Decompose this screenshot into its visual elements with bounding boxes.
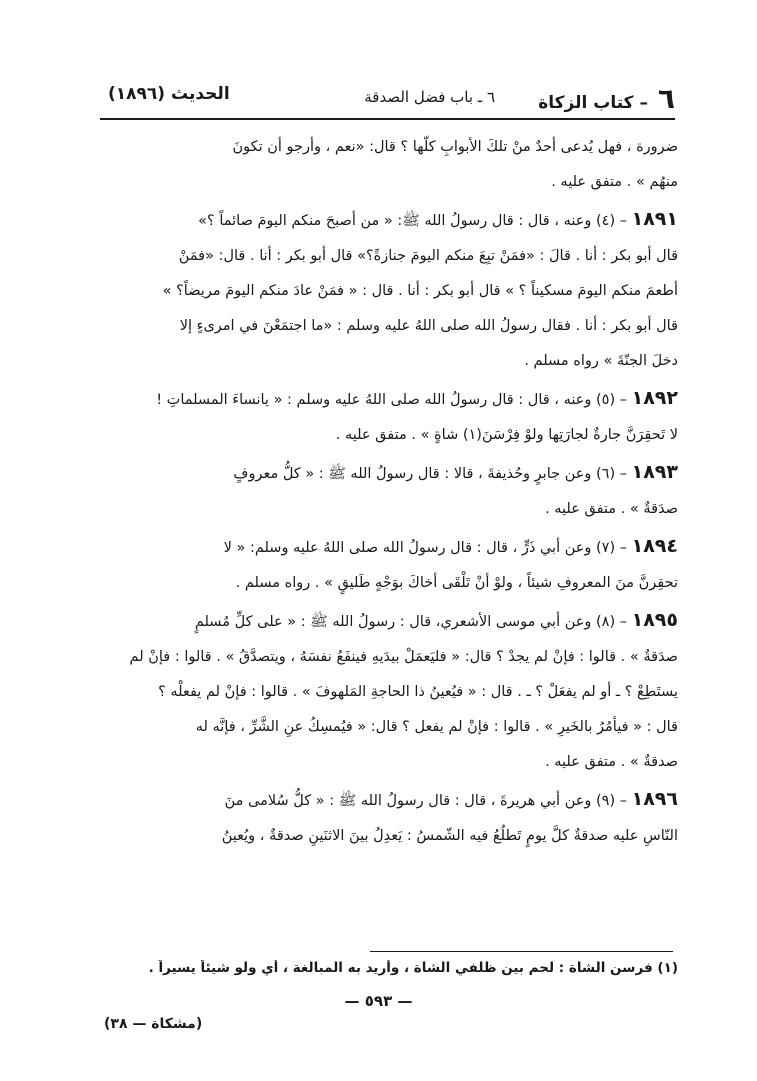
hadith-1892: ١٨٩٢ – (٥) وعنه ، قال : قال رسولُ الله صلى اللهُ عليه وسلم : « يانساءَ المسلماتِ ! — [156, 387, 678, 409]
hadith-number: ١٨٩٥ — [631, 609, 678, 631]
text-line: قال أبو بكر : أنا . قالَ : «فمَنْ تبِعَ منكم اليومَ جنازةً؟» قال أبو بكر : أنا . قال: «فمَنْ — [178, 248, 678, 264]
text-line: صدَقةٌ » . قالوا : فإنْ لم يجدْ ؟ قال: « فليَعمَلْ بيدَيهِ فينفَعُ نفسَهُ ، ويتصدَّقُ » . قالوا : فإنْ لم — [129, 649, 678, 665]
hadith-1896: ١٨٩٦ – (٩) وعن أبي هريرةَ ، قال : قال رسولُ الله ﷺ : « كلُّ سُلامى منَ — [224, 788, 678, 810]
text-line: صدَقةٌ » . متفق عليه . — [545, 501, 678, 517]
hadith-range: الحديث (١٨٩٦) — [108, 84, 230, 104]
text-line: يستَطِعْ ؟ ـ أو لم يفعَلْ ؟ ـ . قال : « فيُعينُ ذا الحاجةِ المَلهوفَ » . قالوا : فإنْ لم يفعلْه ؟ — [158, 684, 678, 700]
text-line: قال أبو بكر : أنا . فقال رسولُ الله صلى اللهُ عليه وسلم : «ما اجتمَعْنَ في امرىءٍ إلا — [179, 318, 678, 334]
hadith-1891: ١٨٩١ – (٤) وعنه ، قال : قال رسولُ الله ﷺ: « من أصبحَ منكم اليومَ صائماً ؟» — [198, 208, 678, 230]
footnote-divider — [370, 951, 673, 952]
hadith-1894: ١٨٩٤ – (٧) وعن أبي ذَرٍّ ، قال : قال رسولُ الله صلى اللهُ عليه وسلم: « لا — [223, 535, 678, 557]
page-number: — ٥٩٣ — — [344, 992, 413, 1010]
page-header — [100, 78, 675, 120]
chapter-title: – كتاب الزكاة — [538, 93, 648, 113]
hadith-number: ١٨٩٢ — [631, 387, 678, 409]
text-line: دخلَ الجنّةَ » رواه مسلم . — [524, 353, 678, 369]
text-line: لا تَحقِرَنَّ جارةٌ لجارَتِها ولوْ فِرْسَنَ(١) شاةٍ » . متفق عليه . — [335, 427, 678, 443]
hadith-number: ١٨٩٣ — [631, 461, 678, 483]
text-line: تحقِرنَّ منَ المعروفِ شيئاً ، ولوْ أنْ تَلْقَى أخاكَ بوَجْهٍ طَليقٍ » . رواه مسلم . — [235, 575, 678, 591]
text-line: صدقةٌ » . متفق عليه . — [545, 754, 678, 770]
hadith-text — [100, 128, 678, 852]
hadith-1893: ١٨٩٣ – (٦) وعن جابرٍ وحُذيفةَ ، قالا : قال رسولُ الله ﷺ : « كلُّ معروفٍ — [233, 461, 678, 483]
chapter-number: ٦ — [657, 82, 675, 115]
hadith-number: ١٨٩٦ — [631, 788, 678, 810]
section-title: ٦ ـ باب فضل الصدقة — [364, 88, 495, 106]
text-line: قال : « فيأمُرُ بالخَيرِ » . قالوا : فإنْ لم يفعل ؟ قال: « فيُمسِكُ عنِ الشَّرِّ ، فإنَّه له — [195, 719, 678, 735]
hadith-number: ١٨٩١ — [631, 208, 678, 230]
chapter-heading — [538, 82, 675, 115]
text-line: منهُم » . متفق عليه . — [551, 174, 678, 190]
signature-mark: (مشكاة — ٣٨) — [104, 1016, 203, 1032]
text-line: ضرورة ، فهل يُدعى أحدٌ منْ تلكَ الأبوابِ كلّها ؟ قال: «نعم ، وأرجو أن تكونَ — [232, 139, 678, 155]
hadith-number: ١٨٩٤ — [631, 535, 678, 557]
footnote: (١) فرسن الشاة : لحم بين ظلفي الشاة ، وأريد به المبالغة ، أي ولو شيئاً يسيراً . — [148, 960, 678, 976]
hadith-1895: ١٨٩٥ – (٨) وعن أبي موسى الأشعري، قال : رسولُ الله ﷺ : « على كلِّ مُسلمٍ — [194, 609, 678, 631]
text-line: النّاسِ عليه صدقةٌ كلَّ يومٍ تَطلُعُ فيه الشّمسُ : يَعدِلُ بينَ الاثنَينِ صدقةٌ ، ويُعينُ — [221, 828, 678, 844]
text-line: أطعمَ منكم اليومَ مسكيناً ؟ » قال أبو بكر : أنا . قال : « فمَنْ عادَ منكم اليومَ مريضاً؟ » — [162, 283, 678, 299]
